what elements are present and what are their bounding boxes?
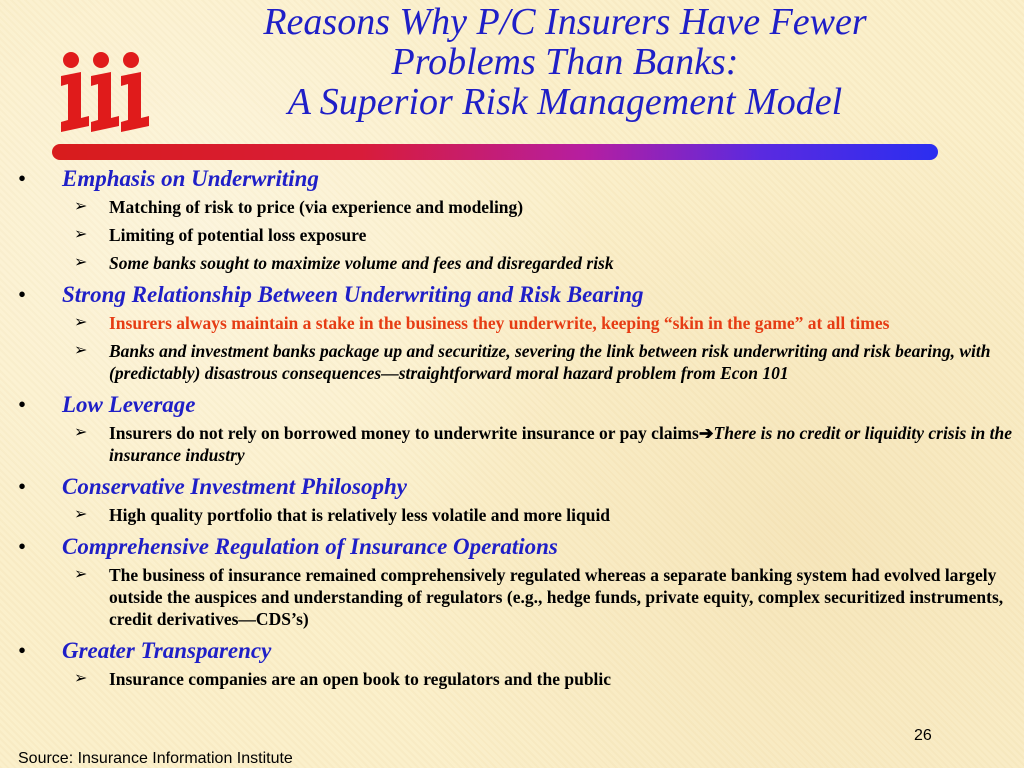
sub-bullet: ➢ Some banks sought to maximize volume and fees and disregarded risk xyxy=(74,253,614,273)
iii-logo xyxy=(55,46,150,136)
arrow-bullet-icon: ➢ xyxy=(74,314,88,331)
arrow-bullet-icon: ➢ xyxy=(74,198,88,215)
arrow-bullet-icon: ➢ xyxy=(74,566,88,583)
bullet-dot: • xyxy=(18,166,27,191)
page-number: 26 xyxy=(914,727,932,744)
title-line-2: Problems Than Banks: xyxy=(391,41,739,83)
sub-bullet: ➢ Matching of risk to price (via experience and modeling) xyxy=(74,197,524,217)
arrow-bullet-icon: ➢ xyxy=(74,342,88,359)
sub-bullet: ➢ Insurance companies are an open book to regulators and the public xyxy=(74,669,612,689)
sub-bullet-highlight: ➢ Insurers always maintain a stake in the business they underwrite, keeping “skin in the game” at all times xyxy=(74,313,890,333)
arrow-bullet-icon: ➢ xyxy=(74,254,88,271)
title-line-3: A Superior Risk Management Model xyxy=(287,81,843,123)
sub-bullet: ➢ High quality portfolio that is relatively less volatile and more liquid xyxy=(74,505,611,525)
title-line-1: Reasons Why P/C Insurers Have Fewer xyxy=(263,1,867,43)
section-heading-low-leverage: • Low Leverage xyxy=(0,390,1024,420)
slide-title xyxy=(150,2,980,122)
bullet-dot: • xyxy=(18,638,27,663)
right-arrow-icon: ➔ xyxy=(698,423,714,443)
section-heading-underwriting: • Emphasis on Underwriting xyxy=(0,164,1024,194)
sub-bullet: ➢ Banks and investment banks package up and securitize, severing the link between risk underwriting and risk bearing, with (predictably) disastrous consequences—straightforward moral hazard problem from Econ 101 xyxy=(74,341,991,383)
section-heading-investment: • Conservative Investment Philosophy xyxy=(0,472,1024,502)
title-divider-bar xyxy=(52,144,938,160)
bullet-dot: • xyxy=(18,534,27,559)
bullet-dot: • xyxy=(18,282,27,307)
section-heading-risk-bearing: • Strong Relationship Between Underwriting and Risk Bearing xyxy=(0,280,1024,310)
bullet-list xyxy=(0,164,1024,696)
section-heading-transparency: • Greater Transparency xyxy=(0,636,1024,666)
arrow-bullet-icon: ➢ xyxy=(74,424,88,441)
sub-bullet: ➢ Limiting of potential loss exposure xyxy=(74,225,367,245)
bullet-dot: • xyxy=(18,392,27,417)
arrow-bullet-icon: ➢ xyxy=(74,506,88,523)
source-footer: Source: Insurance Information Institute xyxy=(18,750,293,767)
arrow-bullet-icon: ➢ xyxy=(74,670,88,687)
section-heading-regulation: • Comprehensive Regulation of Insurance Operations xyxy=(0,532,1024,562)
arrow-bullet-icon: ➢ xyxy=(74,226,88,243)
bullet-dot: • xyxy=(18,474,27,499)
sub-bullet: ➢ The business of insurance remained comprehensively regulated whereas a separate banking system had evolved largely outside the auspices and understanding of regulators (e.g., hedge funds, private equity, complex securitized instruments, credit derivatives—CDS’s) xyxy=(74,565,1004,629)
sub-bullet: ➢ Insurers do not rely on borrowed money to underwrite insurance or pay claims➔There is no credit or liquidity crisis in the insurance industry xyxy=(74,423,1012,465)
